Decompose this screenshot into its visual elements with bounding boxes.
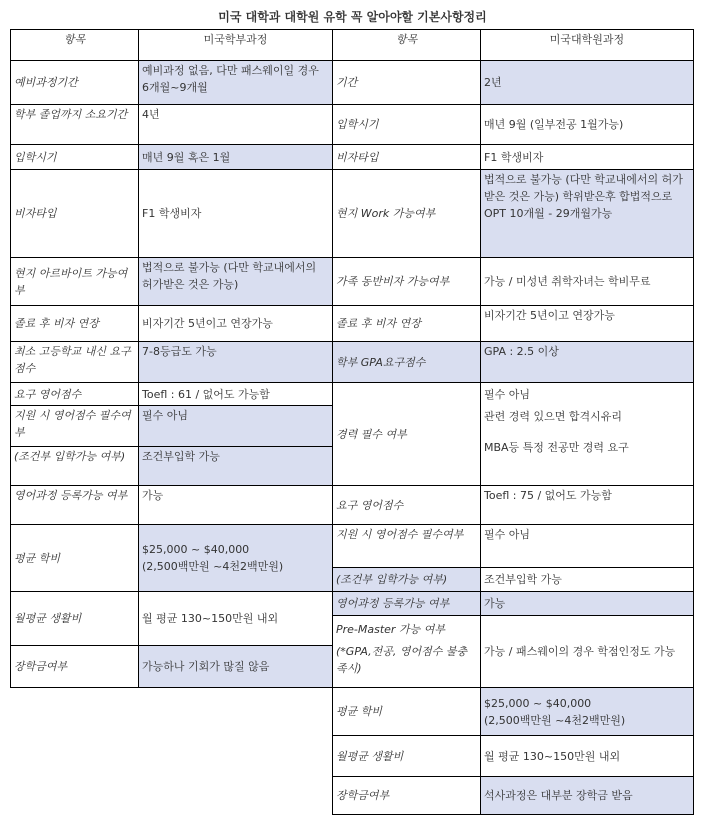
graduate-premaster-condition: (*GPA,전공, 영어점수 불충족시) <box>336 645 468 675</box>
undergrad-label-tuition: 평균 학비 <box>10 524 139 592</box>
graduate-label-experience: 경력 필수 여부 <box>332 382 481 486</box>
undergrad-label-conditional: (조건부 입학가능 여부) <box>10 446 139 486</box>
undergrad-value-parttime: 법적으로 불가능 (다만 학교내에서의 허가받은 것은 가능) <box>138 257 333 306</box>
undergrad-value-living: 월 평균 130~150만원 내외 <box>138 591 333 646</box>
undergrad-value-visa-ext: 비자기간 5년이고 연장가능 <box>138 305 333 342</box>
undergrad-label-duration: 학부 졸업까지 소요기간 <box>10 104 139 145</box>
graduate-value-tuition <box>480 687 694 736</box>
graduate-label-living: 월평균 생활비 <box>332 735 481 777</box>
graduate-tuition-krw: (2,500백만원 ~4천2백만원) <box>484 713 626 727</box>
graduate-value-living: 월 평균 130~150만원 내외 <box>480 735 694 777</box>
undergrad-label-eng-score: 요구 영어점수 <box>10 382 139 406</box>
undergrad-label-eng-required: 지원 시 영어점수 필수여부 <box>10 405 139 446</box>
undergrad-header-item: 항목 <box>10 29 139 61</box>
undergrad-label-visa: 비자타입 <box>10 169 139 258</box>
graduate-label-work: 현지 Work 가능여부 <box>332 169 481 258</box>
graduate-header-program: 미국대학원과정 <box>480 29 694 61</box>
undergrad-value-conditional: 조건부입학 가능 <box>138 446 333 486</box>
undergrad-value-tuition <box>138 524 333 592</box>
undergrad-value-admission: 매년 9월 혹은 1월 <box>138 144 333 170</box>
graduate-label-family: 가족 동반비자 가능여부 <box>332 257 481 306</box>
graduate-label-admission: 입학시기 <box>332 104 481 145</box>
undergrad-label-esl: 영어과정 등록가능 여부 <box>10 485 139 525</box>
graduate-value-admission: 매년 9월 (일부전공 1월가능) <box>480 104 694 145</box>
undergrad-value-eng-score: Toefl : 61 / 없어도 가능함 <box>138 382 333 406</box>
graduate-label-duration: 기간 <box>332 60 481 105</box>
undergrad-value-prep-period: 예비과정 없음, 다만 패스웨이일 경우 6개월~9개월 <box>138 60 333 105</box>
graduate-value-gpa: GPA : 2.5 이상 <box>480 341 694 383</box>
undergrad-label-gpa: 최소 고등학교 내신 요구점수 <box>10 341 139 383</box>
graduate-value-eng-required: 필수 아님 <box>480 524 694 568</box>
graduate-value-esl: 가능 <box>480 591 694 616</box>
graduate-value-family: 가능 / 미성년 취학자녀는 학비무료 <box>480 257 694 306</box>
undergrad-value-visa: F1 학생비자 <box>138 169 333 258</box>
graduate-premaster-label: Pre-Master 가능 여부 <box>336 623 445 636</box>
graduate-value-experience <box>480 382 694 486</box>
graduate-value-duration: 2년 <box>480 60 694 105</box>
graduate-experience-line-3: MBA등 특정 전공만 경력 요구 <box>484 441 629 454</box>
graduate-label-tuition: 평균 학비 <box>332 687 481 736</box>
graduate-label-esl: 영어과정 등록가능 여부 <box>332 591 481 616</box>
undergrad-label-parttime: 현지 아르바이트 가능여부 <box>10 257 139 306</box>
undergrad-value-esl: 가능 <box>138 485 333 525</box>
graduate-value-premaster: 가능 / 패스웨이의 경우 학점인정도 가능 <box>480 615 694 688</box>
undergrad-label-visa-ext: 졸료 후 비자 연장 <box>10 305 139 342</box>
graduate-value-work: 법적으로 불가능 (다만 학교내에서의 허가받은 것은 가능) 학위받은후 합법적으로 OPT 10개월 - 29개월가능 <box>480 169 694 258</box>
graduate-label-visa-ext: 졸료 후 비자 연장 <box>332 305 481 342</box>
graduate-label-eng-score: 요구 영어점수 <box>332 485 481 525</box>
undergrad-value-gpa: 7-8등급도 가능 <box>138 341 333 383</box>
graduate-label-eng-required: 지원 시 영어점수 필수여부 <box>332 524 481 568</box>
graduate-label-scholarship: 장학금여부 <box>332 776 481 815</box>
undergrad-value-duration: 4년 <box>138 104 333 145</box>
graduate-label-premaster <box>332 615 481 688</box>
undergrad-value-scholarship: 가능하나 기회가 많질 않음 <box>138 645 333 688</box>
graduate-label-visa: 비자타입 <box>332 144 481 170</box>
graduate-tuition-usd: $25,000 ~ $40,000 <box>484 696 592 710</box>
graduate-header-item: 항목 <box>332 29 481 61</box>
graduate-value-scholarship: 석사과정은 대부분 장학금 받음 <box>480 776 694 815</box>
graduate-experience-line-2: 관련 경력 있으면 합격시유리 <box>484 410 623 423</box>
graduate-label-gpa: 학부 GPA요구점수 <box>332 341 481 383</box>
graduate-experience-line-1: 필수 아님 <box>484 388 531 401</box>
undergrad-header-program: 미국학부과정 <box>138 29 333 61</box>
graduate-value-conditional: 조건부입학 가능 <box>480 567 694 592</box>
undergrad-tuition-krw: (2,500백만원 ~4천2백만원) <box>142 560 284 573</box>
undergrad-label-scholarship: 장학금여부 <box>10 645 139 688</box>
undergrad-value-eng-required: 필수 아님 <box>138 405 333 446</box>
graduate-label-conditional: (조건부 입학가능 여부) <box>332 567 481 592</box>
undergrad-label-living: 월평균 생활비 <box>10 591 139 646</box>
graduate-value-visa: F1 학생비자 <box>480 144 694 170</box>
graduate-value-eng-score: Toefl : 75 / 없어도 가능함 <box>480 485 694 525</box>
undergrad-tuition-usd: $25,000 ~ $40,000 <box>142 543 250 556</box>
graduate-value-visa-ext: 비자기간 5년이고 연장가능 <box>480 305 694 342</box>
undergrad-label-prep-period: 예비과정기간 <box>10 60 139 105</box>
undergrad-label-admission: 입학시기 <box>10 144 139 170</box>
page-title: 미국 대학과 대학원 유학 꼭 알아야할 기본사항정리 <box>218 10 487 24</box>
